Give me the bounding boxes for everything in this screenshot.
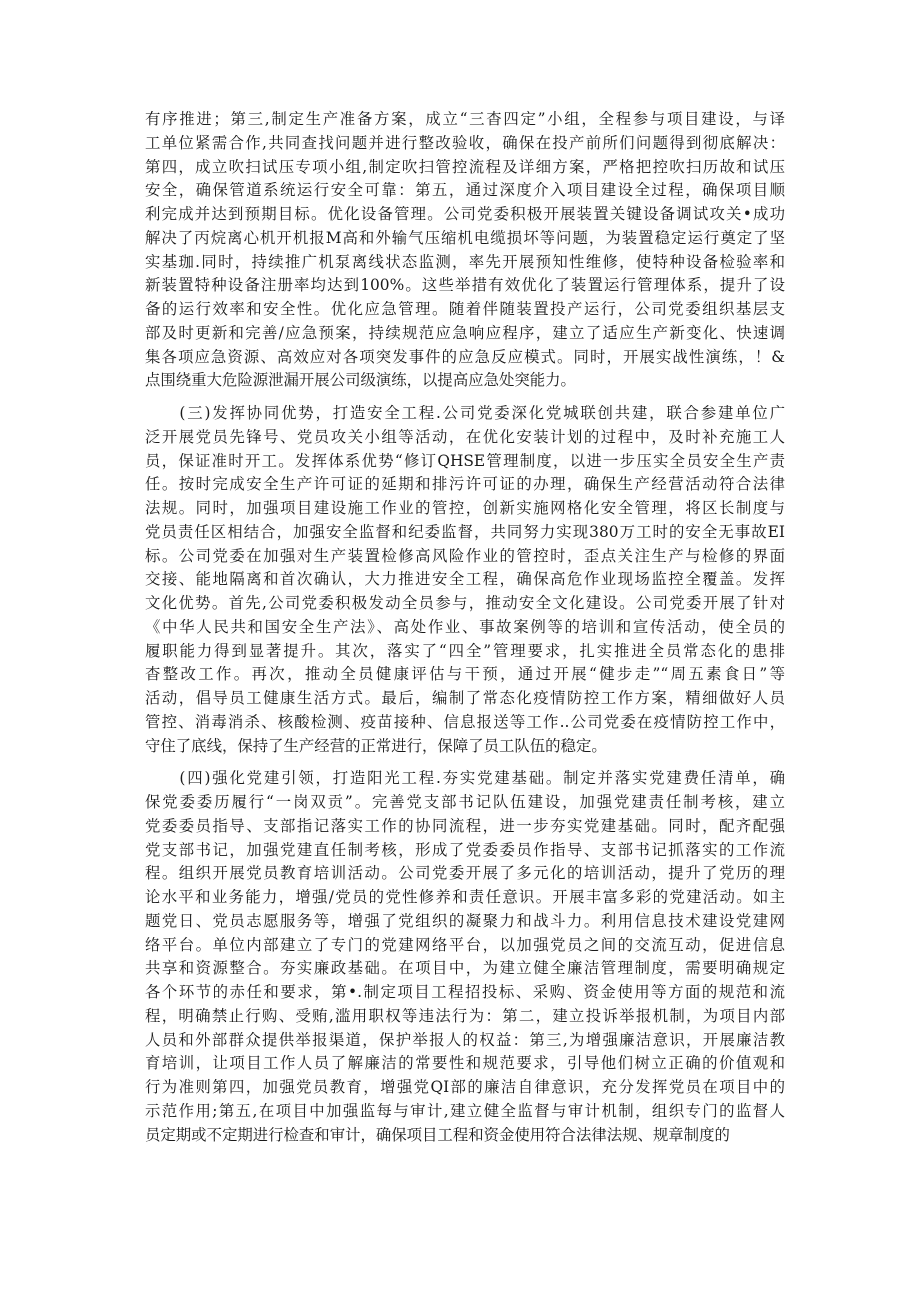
paragraph-operations <box>145 108 785 393</box>
text-line: 员定期或不定期进行检查和审计，确保项目工程和资金使用符合法律法规、规章制度的 <box>145 1125 730 1144</box>
text-line: 部及时更新和完善/应急预案，持续规范应急响应程序，建立了适应生产新变化、快速调 <box>145 323 785 342</box>
text-line: 示范作用;第五,在项目中加强监每与审计,建立健全监督与审计机制，组织专门的监督人 <box>145 1101 785 1120</box>
text-line: 管控、消毒消杀、核酸检测、疫苗接种、信息报送等工作..公司党委在疫情防控工作中， <box>145 712 785 731</box>
text-line: 履职能力得到显著提升。其次，落实了“四全”管理要求，扎实推进全员常态化的患排 <box>145 641 785 660</box>
text-line: 各个环节的赤任和要求，第•.制定项目工程招投标、采购、资金使用等方面的规范和流 <box>145 983 785 1001</box>
text-line: 点围绕重大危险源泄漏开展公司级演练，以提高应急处突能力。 <box>145 371 576 390</box>
text-line: 育培训，让项目工作人员了解廉洁的常要性和规范要求，引导他们树立正确的价值观和 <box>145 1054 785 1073</box>
paragraph-safety-engineering <box>145 402 785 758</box>
text-line: 第四，成立吹扫试压专项小组,制定吹扫管控流程及详细方案，严格把控吹扫历故和试压 <box>145 157 785 176</box>
text-line: 安全，确保管道系统运行安全可靠：第五，通过深度介入项目建设全过程，确保项目顺 <box>145 181 785 200</box>
text-line: 解决了丙烷离心机开机报M高和外输气压缩机电缆损坏等问题，为装置稳定运行奠定了坚 <box>145 228 785 247</box>
text-line: 文化优势。首先,公司党委积极发动全员参与，推动安全文化建设。公司党委开展了针对 <box>145 594 785 612</box>
text-line: 守住了底线，保持了生产经营的正常进行，保障了员工队伍的稳定。 <box>145 736 607 755</box>
text-line: 活动，倡导员工健康生活方式。最后，编制了常态化疫情防控工作方案，精细做好人员 <box>145 689 785 707</box>
text-line: 员，保证准时开工。发挥体系优势“修订QHSE管理制度，以进一步压实全员安全生产责 <box>145 451 785 470</box>
text-line: 新装置特种设备注册率均达到100%。这些举措有效优化了装置运行管理体系，提升了设 <box>145 276 785 295</box>
text-line: 程。组织开展党员教育培训活动。公司党委开展了多元化的培训活动，提升了党历的理 <box>145 864 785 883</box>
text-line: 工单位紧需合作,共同查找问题并进行整改验收，确保在投产前所们问题得到彻底解决： <box>145 133 785 152</box>
text-line: 络平台。单位内部建立了专门的党建网络平台，以加强党员之间的交流互动，促进信息 <box>145 935 785 954</box>
text-line: 论水平和业务能力，增强/党员的党性修养和责任意识。开展丰富多彩的党建活动。如主 <box>145 888 785 906</box>
text-line: 利完成并达到预期目标。优化设备管理。公司党委积极开展装置关键设备调试攻关•成功 <box>145 205 785 223</box>
text-line: 标。公司党委在加强对生产装置检修高风险作业的管控时，歪点关注生产与检修的界面 <box>145 546 785 565</box>
text-line: 任。按时完成安全生产许可证的延期和排污许可证的办理，确保生产经营活动符合法律 <box>145 475 785 494</box>
text-line: 行为准则第四，加强党员教育，增强党QI部的廉洁自律意识，充分发挥党员在项目中的 <box>145 1078 785 1096</box>
text-line: 题党日、党员志愿服务等，增强了党组织的凝聚力和战斗力。利用信息技术建设党建网 <box>145 911 785 930</box>
text-line: (三)发挥协同优势，打造安全工程.公司党委深化党城联创共建，联合参建单位广 <box>145 404 785 422</box>
text-line: 党委委员指导、支部指记落实工作的协同流程，进一步夯实党建基础。同时，配齐配强 <box>145 816 785 835</box>
text-line: 有序推进；第三,制定生产准备方案，成立“三杳四定”小组，全程参与项目建设，与译 <box>145 110 785 128</box>
text-line: 共享和资源整合。夯实廉政基础。在项目中，为建立健全廉洁管理制度，需要明确规定 <box>145 959 785 978</box>
text-line: 程，明确禁止行购、受贿,滥用职权等违法行为：第二，建立投诉举报机制，为项目内部 <box>145 1006 785 1025</box>
text-line: 杳整改工作。再次，推动全员健康评估与干预，通过开展“健步走”“周五素食日”等 <box>145 665 785 684</box>
text-line: 《中华人民共和国安全生产法》、高处作业、事故案例等的培训和宣传活动，使全员的 <box>145 617 785 636</box>
text-line: 实基珈.同时，持续推广机泵离线状态监测，率先开展预知性维修，使特种设备检验率和 <box>145 252 785 271</box>
text-line: (四)强化党建引领，打造阳光工程.夯实党建基础。制定并落实党建费任清单，确 <box>145 769 785 788</box>
text-line: 交接、能地隔离和首次确认，大力推进安全工程，确保高危作业现场监控全覆盖。发挥 <box>145 570 785 589</box>
text-line: 法规。同时，加强项目建设施工作业的管控，创新实施网格化安全管理，将区长制度与 <box>145 499 785 517</box>
document-page <box>145 108 785 1147</box>
text-line: 备的运行效率和安全性。优化应急管理。随着伴随装置投产运行，公司党委组织基层支 <box>145 300 785 318</box>
text-line: 人员和外部群众提供举报渠道，保护举报人的权益：第三,为增强廉洁意识，开展廉洁教 <box>145 1030 785 1049</box>
text-line: 党支部书记，加强党建直任制考核，形成了党委委员作指导、支部书记抓落实的工作流 <box>145 840 785 859</box>
text-line: 保党委委历履行“一岗双贡”。完善党支部书记队伍建设，加强党建责任制考核，建立 <box>145 793 785 811</box>
text-line: 泛开展党员先锋号、党员攻关小组等活动，在优化安装计划的过程中，及时补充施工人 <box>145 427 785 446</box>
text-line: 党员责任区相结合，加强安全监督和纪委监督，共同努力实现380万工时的安全无事故EI <box>145 522 785 541</box>
paragraph-party-building <box>145 767 785 1147</box>
text-line: 集各项应急资源、高效应对各项突发事件的应急反应模式。同时，开展实战性演练，！& <box>145 347 785 366</box>
